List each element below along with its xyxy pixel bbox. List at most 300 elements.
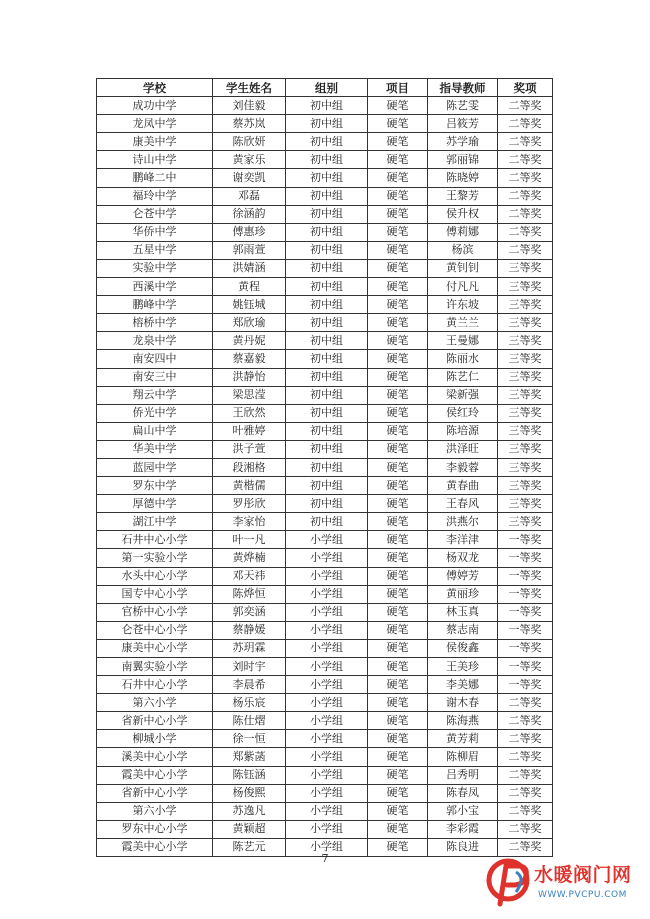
table-row xyxy=(97,549,553,567)
watermark-url: WWW.PVCPU.COM xyxy=(538,890,627,900)
cell-school: 实验中学 xyxy=(97,259,213,277)
cell-student-name: 黄楷儒 xyxy=(213,477,286,495)
cell-student-name: 黄家乐 xyxy=(213,151,286,169)
table-row xyxy=(97,404,553,422)
cell-event: 硬笔 xyxy=(368,205,428,223)
page-number: 7 xyxy=(321,852,329,865)
cell-event: 硬笔 xyxy=(368,259,428,277)
cell-student-name: 黄丹妮 xyxy=(213,332,286,350)
cell-award: 二等奖 xyxy=(498,802,553,820)
cell-group: 小学组 xyxy=(286,838,368,856)
cell-group: 小学组 xyxy=(286,531,368,549)
cell-award: 三等奖 xyxy=(498,458,553,476)
cell-award: 三等奖 xyxy=(498,513,553,531)
cell-group: 小学组 xyxy=(286,730,368,748)
cell-teacher: 梁新强 xyxy=(428,386,498,404)
table-row xyxy=(97,585,553,603)
cell-school: 霞美中心小学 xyxy=(97,838,213,856)
cell-event: 硬笔 xyxy=(368,766,428,784)
cell-event: 硬笔 xyxy=(368,495,428,513)
cell-school: 康美中学 xyxy=(97,133,213,151)
cell-teacher: 王春风 xyxy=(428,495,498,513)
cell-student-name: 段湘格 xyxy=(213,458,286,476)
cell-teacher: 陈艺雯 xyxy=(428,97,498,115)
cell-award: 三等奖 xyxy=(498,368,553,386)
cell-award: 二等奖 xyxy=(498,169,553,187)
cell-award: 三等奖 xyxy=(498,314,553,332)
cell-teacher: 李毅蓉 xyxy=(428,458,498,476)
site-watermark xyxy=(486,852,646,914)
cell-award: 二等奖 xyxy=(498,205,553,223)
table-row xyxy=(97,784,553,802)
cell-school: 国专中心小学 xyxy=(97,585,213,603)
cell-teacher: 吕秀明 xyxy=(428,766,498,784)
cell-group: 初中组 xyxy=(286,513,368,531)
table-row xyxy=(97,386,553,404)
cell-student-name: 叶一凡 xyxy=(213,531,286,549)
cell-event: 硬笔 xyxy=(368,296,428,314)
cell-student-name: 苏逸凡 xyxy=(213,802,286,820)
cell-group: 初中组 xyxy=(286,332,368,350)
cell-group: 小学组 xyxy=(286,603,368,621)
header-student-name: 学生姓名 xyxy=(213,79,286,97)
watermark-title: 水暖阀门网 xyxy=(534,864,632,886)
table-row xyxy=(97,151,553,169)
cell-teacher: 陈春凤 xyxy=(428,784,498,802)
cell-event: 硬笔 xyxy=(368,223,428,241)
cell-teacher: 杨滨 xyxy=(428,241,498,259)
cell-student-name: 邓天祎 xyxy=(213,567,286,585)
table-row xyxy=(97,278,553,296)
cell-school: 霞美中心小学 xyxy=(97,766,213,784)
cell-award: 二等奖 xyxy=(498,187,553,205)
header-event: 项目 xyxy=(368,79,428,97)
cell-event: 硬笔 xyxy=(368,802,428,820)
cell-event: 硬笔 xyxy=(368,621,428,639)
cell-student-name: 陈钰涵 xyxy=(213,766,286,784)
cell-group: 初中组 xyxy=(286,404,368,422)
cell-student-name: 黄烨楠 xyxy=(213,549,286,567)
table-row xyxy=(97,802,553,820)
cell-group: 初中组 xyxy=(286,350,368,368)
cell-teacher: 洪燕尔 xyxy=(428,513,498,531)
cell-award: 二等奖 xyxy=(498,151,553,169)
cell-student-name: 李家怡 xyxy=(213,513,286,531)
cell-award: 二等奖 xyxy=(498,730,553,748)
table-row xyxy=(97,621,553,639)
cell-group: 初中组 xyxy=(286,223,368,241)
cell-school: 龙泉中学 xyxy=(97,332,213,350)
cell-school: 成功中学 xyxy=(97,97,213,115)
cell-school: 诗山中学 xyxy=(97,151,213,169)
cell-event: 硬笔 xyxy=(368,748,428,766)
table-row xyxy=(97,694,553,712)
cell-award: 三等奖 xyxy=(498,386,553,404)
cell-school: 水头中心小学 xyxy=(97,567,213,585)
cell-school: 溪美中心小学 xyxy=(97,748,213,766)
cell-group: 小学组 xyxy=(286,694,368,712)
cell-school: 翔云中学 xyxy=(97,386,213,404)
cell-school: 五星中学 xyxy=(97,241,213,259)
cell-event: 硬笔 xyxy=(368,422,428,440)
cell-group: 初中组 xyxy=(286,422,368,440)
cell-school: 罗东中心小学 xyxy=(97,820,213,838)
cell-school: 龙凤中学 xyxy=(97,115,213,133)
cell-school: 南安三中 xyxy=(97,368,213,386)
cell-group: 初中组 xyxy=(286,187,368,205)
cell-award: 三等奖 xyxy=(498,350,553,368)
cell-event: 硬笔 xyxy=(368,531,428,549)
cell-award: 一等奖 xyxy=(498,603,553,621)
cell-event: 硬笔 xyxy=(368,585,428,603)
table-row xyxy=(97,748,553,766)
cell-student-name: 黄程 xyxy=(213,278,286,296)
cell-student-name: 刘时宇 xyxy=(213,658,286,676)
table-row xyxy=(97,440,553,458)
cell-award: 三等奖 xyxy=(498,404,553,422)
table-row xyxy=(97,639,553,657)
cell-student-name: 徐一恒 xyxy=(213,730,286,748)
cell-teacher: 侯红玲 xyxy=(428,404,498,422)
cell-event: 硬笔 xyxy=(368,712,428,730)
cell-student-name: 洪静怡 xyxy=(213,368,286,386)
cell-group: 初中组 xyxy=(286,151,368,169)
cell-group: 小学组 xyxy=(286,712,368,730)
table-row xyxy=(97,531,553,549)
cell-school: 华侨中学 xyxy=(97,223,213,241)
cell-event: 硬笔 xyxy=(368,187,428,205)
cell-student-name: 邓磊 xyxy=(213,187,286,205)
cell-teacher: 蔡志南 xyxy=(428,621,498,639)
cell-student-name: 陈仕熠 xyxy=(213,712,286,730)
cell-event: 硬笔 xyxy=(368,350,428,368)
cell-student-name: 姚钰城 xyxy=(213,296,286,314)
cell-student-name: 陈烨恒 xyxy=(213,585,286,603)
table-row xyxy=(97,332,553,350)
cell-event: 硬笔 xyxy=(368,97,428,115)
cell-event: 硬笔 xyxy=(368,386,428,404)
table-row xyxy=(97,513,553,531)
cell-group: 初中组 xyxy=(286,440,368,458)
cell-award: 一等奖 xyxy=(498,676,553,694)
cell-teacher: 陈柳眉 xyxy=(428,748,498,766)
cell-teacher: 洪泽旺 xyxy=(428,440,498,458)
cell-teacher: 傅婷芳 xyxy=(428,567,498,585)
cell-award: 一等奖 xyxy=(498,621,553,639)
table-row xyxy=(97,115,553,133)
cell-teacher: 李彩霞 xyxy=(428,820,498,838)
cell-award: 二等奖 xyxy=(498,115,553,133)
cell-school: 官桥中心小学 xyxy=(97,603,213,621)
cell-group: 小学组 xyxy=(286,658,368,676)
cell-student-name: 刘佳毅 xyxy=(213,97,286,115)
cell-group: 初中组 xyxy=(286,169,368,187)
cell-award: 二等奖 xyxy=(498,241,553,259)
cell-teacher: 黄钊钊 xyxy=(428,259,498,277)
cell-award: 三等奖 xyxy=(498,422,553,440)
table-body xyxy=(97,97,553,857)
table-row xyxy=(97,259,553,277)
cell-award: 二等奖 xyxy=(498,820,553,838)
cell-event: 硬笔 xyxy=(368,314,428,332)
cell-award: 三等奖 xyxy=(498,296,553,314)
cell-school: 福玲中学 xyxy=(97,187,213,205)
cell-teacher: 黄丽珍 xyxy=(428,585,498,603)
cell-group: 初中组 xyxy=(286,115,368,133)
cell-teacher: 黄春曲 xyxy=(428,477,498,495)
table-row xyxy=(97,350,553,368)
cell-award: 二等奖 xyxy=(498,97,553,115)
cell-student-name: 傅惠珍 xyxy=(213,223,286,241)
cell-group: 小学组 xyxy=(286,820,368,838)
cell-award: 三等奖 xyxy=(498,440,553,458)
cell-event: 硬笔 xyxy=(368,477,428,495)
table-row xyxy=(97,477,553,495)
table-row xyxy=(97,458,553,476)
cell-award: 三等奖 xyxy=(498,278,553,296)
cell-student-name: 徐涵韵 xyxy=(213,205,286,223)
cell-student-name: 罗彤欣 xyxy=(213,495,286,513)
cell-school: 华美中学 xyxy=(97,440,213,458)
cell-student-name: 郑紫菡 xyxy=(213,748,286,766)
cell-school: 侨光中学 xyxy=(97,404,213,422)
cell-student-name: 王欣然 xyxy=(213,404,286,422)
table-row xyxy=(97,658,553,676)
table-row xyxy=(97,603,553,621)
table-row xyxy=(97,676,553,694)
cell-award: 二等奖 xyxy=(498,784,553,802)
cell-group: 小学组 xyxy=(286,748,368,766)
cell-teacher: 王美珍 xyxy=(428,658,498,676)
cell-student-name: 杨乐宸 xyxy=(213,694,286,712)
cell-teacher: 王曼娜 xyxy=(428,332,498,350)
cell-group: 初中组 xyxy=(286,386,368,404)
cell-teacher: 李洋津 xyxy=(428,531,498,549)
cell-student-name: 郭奕涵 xyxy=(213,603,286,621)
cell-teacher: 陈良进 xyxy=(428,838,498,856)
cell-school: 南安四中 xyxy=(97,350,213,368)
cell-teacher: 陈晓婷 xyxy=(428,169,498,187)
cell-school: 湖江中学 xyxy=(97,513,213,531)
cell-group: 初中组 xyxy=(286,205,368,223)
cell-teacher: 吕筱芳 xyxy=(428,115,498,133)
cell-group: 初中组 xyxy=(286,97,368,115)
cell-student-name: 郭雨萱 xyxy=(213,241,286,259)
awards-table xyxy=(96,78,553,857)
cell-event: 硬笔 xyxy=(368,820,428,838)
cell-event: 硬笔 xyxy=(368,730,428,748)
cell-group: 初中组 xyxy=(286,368,368,386)
cell-school: 第六小学 xyxy=(97,694,213,712)
header-teacher: 指导教师 xyxy=(428,79,498,97)
cell-event: 硬笔 xyxy=(368,603,428,621)
table-row xyxy=(97,169,553,187)
cell-school: 榕桥中学 xyxy=(97,314,213,332)
cell-group: 初中组 xyxy=(286,495,368,513)
cell-teacher: 许东坡 xyxy=(428,296,498,314)
table-row xyxy=(97,820,553,838)
cell-event: 硬笔 xyxy=(368,549,428,567)
cell-group: 初中组 xyxy=(286,241,368,259)
cell-group: 小学组 xyxy=(286,585,368,603)
cell-group: 小学组 xyxy=(286,549,368,567)
cell-teacher: 侯升权 xyxy=(428,205,498,223)
cell-event: 硬笔 xyxy=(368,639,428,657)
cell-event: 硬笔 xyxy=(368,458,428,476)
cell-teacher: 林玉真 xyxy=(428,603,498,621)
pvcpu-logo-icon xyxy=(486,852,534,912)
cell-teacher: 杨双龙 xyxy=(428,549,498,567)
cell-school: 第一实验小学 xyxy=(97,549,213,567)
cell-event: 硬笔 xyxy=(368,404,428,422)
cell-group: 小学组 xyxy=(286,639,368,657)
cell-teacher: 侯俊鑫 xyxy=(428,639,498,657)
cell-event: 硬笔 xyxy=(368,151,428,169)
cell-school: 罗东中学 xyxy=(97,477,213,495)
cell-student-name: 黄颖超 xyxy=(213,820,286,838)
table-row xyxy=(97,223,553,241)
cell-event: 硬笔 xyxy=(368,658,428,676)
cell-award: 三等奖 xyxy=(498,332,553,350)
cell-school: 石井中心小学 xyxy=(97,531,213,549)
cell-teacher: 黄芳莉 xyxy=(428,730,498,748)
table-row xyxy=(97,368,553,386)
cell-school: 第六小学 xyxy=(97,802,213,820)
cell-event: 硬笔 xyxy=(368,241,428,259)
table-row xyxy=(97,766,553,784)
table-row xyxy=(97,205,553,223)
cell-student-name: 洪婧涵 xyxy=(213,259,286,277)
cell-school: 仑苍中学 xyxy=(97,205,213,223)
cell-school: 厚德中学 xyxy=(97,495,213,513)
cell-school: 蓝园中学 xyxy=(97,458,213,476)
table-row xyxy=(97,567,553,585)
cell-teacher: 郭丽锦 xyxy=(428,151,498,169)
cell-group: 初中组 xyxy=(286,296,368,314)
cell-award: 一等奖 xyxy=(498,567,553,585)
cell-group: 小学组 xyxy=(286,621,368,639)
cell-group: 初中组 xyxy=(286,458,368,476)
cell-school: 省新中心小学 xyxy=(97,712,213,730)
cell-event: 硬笔 xyxy=(368,676,428,694)
cell-event: 硬笔 xyxy=(368,278,428,296)
cell-award: 一等奖 xyxy=(498,639,553,657)
cell-school: 鹏峰中学 xyxy=(97,296,213,314)
cell-student-name: 蔡静媛 xyxy=(213,621,286,639)
cell-student-name: 李晨希 xyxy=(213,676,286,694)
cell-teacher: 付凡凡 xyxy=(428,278,498,296)
cell-event: 硬笔 xyxy=(368,368,428,386)
cell-event: 硬笔 xyxy=(368,838,428,856)
cell-event: 硬笔 xyxy=(368,332,428,350)
cell-student-name: 郑欣瑜 xyxy=(213,314,286,332)
cell-school: 西溪中学 xyxy=(97,278,213,296)
cell-award: 二等奖 xyxy=(498,838,553,856)
cell-teacher: 谢木春 xyxy=(428,694,498,712)
cell-award: 一等奖 xyxy=(498,658,553,676)
table-row xyxy=(97,495,553,513)
cell-student-name: 陈欣妍 xyxy=(213,133,286,151)
cell-award: 二等奖 xyxy=(498,766,553,784)
table-row xyxy=(97,422,553,440)
table-row xyxy=(97,730,553,748)
cell-teacher: 黄兰兰 xyxy=(428,314,498,332)
cell-school: 仑苍中心小学 xyxy=(97,621,213,639)
cell-event: 硬笔 xyxy=(368,784,428,802)
table-row xyxy=(97,712,553,730)
cell-award: 一等奖 xyxy=(498,585,553,603)
cell-school: 石井中心小学 xyxy=(97,676,213,694)
cell-school: 扁山中学 xyxy=(97,422,213,440)
cell-award: 二等奖 xyxy=(498,694,553,712)
cell-teacher: 陈培源 xyxy=(428,422,498,440)
cell-group: 初中组 xyxy=(286,133,368,151)
cell-event: 硬笔 xyxy=(368,440,428,458)
cell-school: 南翼实验小学 xyxy=(97,658,213,676)
table-row xyxy=(97,241,553,259)
cell-award: 三等奖 xyxy=(498,259,553,277)
cell-event: 硬笔 xyxy=(368,169,428,187)
cell-group: 小学组 xyxy=(286,676,368,694)
cell-award: 二等奖 xyxy=(498,133,553,151)
cell-school: 省新中心小学 xyxy=(97,784,213,802)
cell-award: 二等奖 xyxy=(498,748,553,766)
cell-student-name: 谢奕凯 xyxy=(213,169,286,187)
cell-school: 柳城小学 xyxy=(97,730,213,748)
cell-award: 二等奖 xyxy=(498,712,553,730)
cell-teacher: 陈艺仁 xyxy=(428,368,498,386)
header-school: 学校 xyxy=(97,79,213,97)
cell-teacher: 陈海燕 xyxy=(428,712,498,730)
cell-teacher: 郭小宝 xyxy=(428,802,498,820)
cell-teacher: 苏学瑜 xyxy=(428,133,498,151)
cell-group: 小学组 xyxy=(286,802,368,820)
cell-group: 初中组 xyxy=(286,259,368,277)
cell-teacher: 陈丽水 xyxy=(428,350,498,368)
cell-award: 一等奖 xyxy=(498,549,553,567)
cell-group: 小学组 xyxy=(286,766,368,784)
cell-student-name: 洪子萱 xyxy=(213,440,286,458)
cell-group: 初中组 xyxy=(286,278,368,296)
cell-student-name: 苏玥霖 xyxy=(213,639,286,657)
cell-award: 一等奖 xyxy=(498,531,553,549)
cell-event: 硬笔 xyxy=(368,694,428,712)
cell-event: 硬笔 xyxy=(368,513,428,531)
cell-student-name: 梁思滢 xyxy=(213,386,286,404)
cell-group: 初中组 xyxy=(286,477,368,495)
cell-group: 小学组 xyxy=(286,567,368,585)
cell-student-name: 叶雅婷 xyxy=(213,422,286,440)
header-group: 组别 xyxy=(286,79,368,97)
cell-student-name: 蔡苏岚 xyxy=(213,115,286,133)
cell-award: 三等奖 xyxy=(498,495,553,513)
cell-award: 二等奖 xyxy=(498,223,553,241)
cell-group: 小学组 xyxy=(286,784,368,802)
cell-group: 初中组 xyxy=(286,314,368,332)
cell-event: 硬笔 xyxy=(368,115,428,133)
table-row xyxy=(97,314,553,332)
table-row xyxy=(97,97,553,115)
cell-student-name: 杨俊熙 xyxy=(213,784,286,802)
cell-teacher: 王黎芳 xyxy=(428,187,498,205)
cell-student-name: 蔡嘉毅 xyxy=(213,350,286,368)
cell-school: 鹏峰二中 xyxy=(97,169,213,187)
table-row xyxy=(97,187,553,205)
table-header-row xyxy=(97,79,553,97)
cell-teacher: 李美娜 xyxy=(428,676,498,694)
cell-school: 康美中心小学 xyxy=(97,639,213,657)
header-award: 奖项 xyxy=(498,79,553,97)
